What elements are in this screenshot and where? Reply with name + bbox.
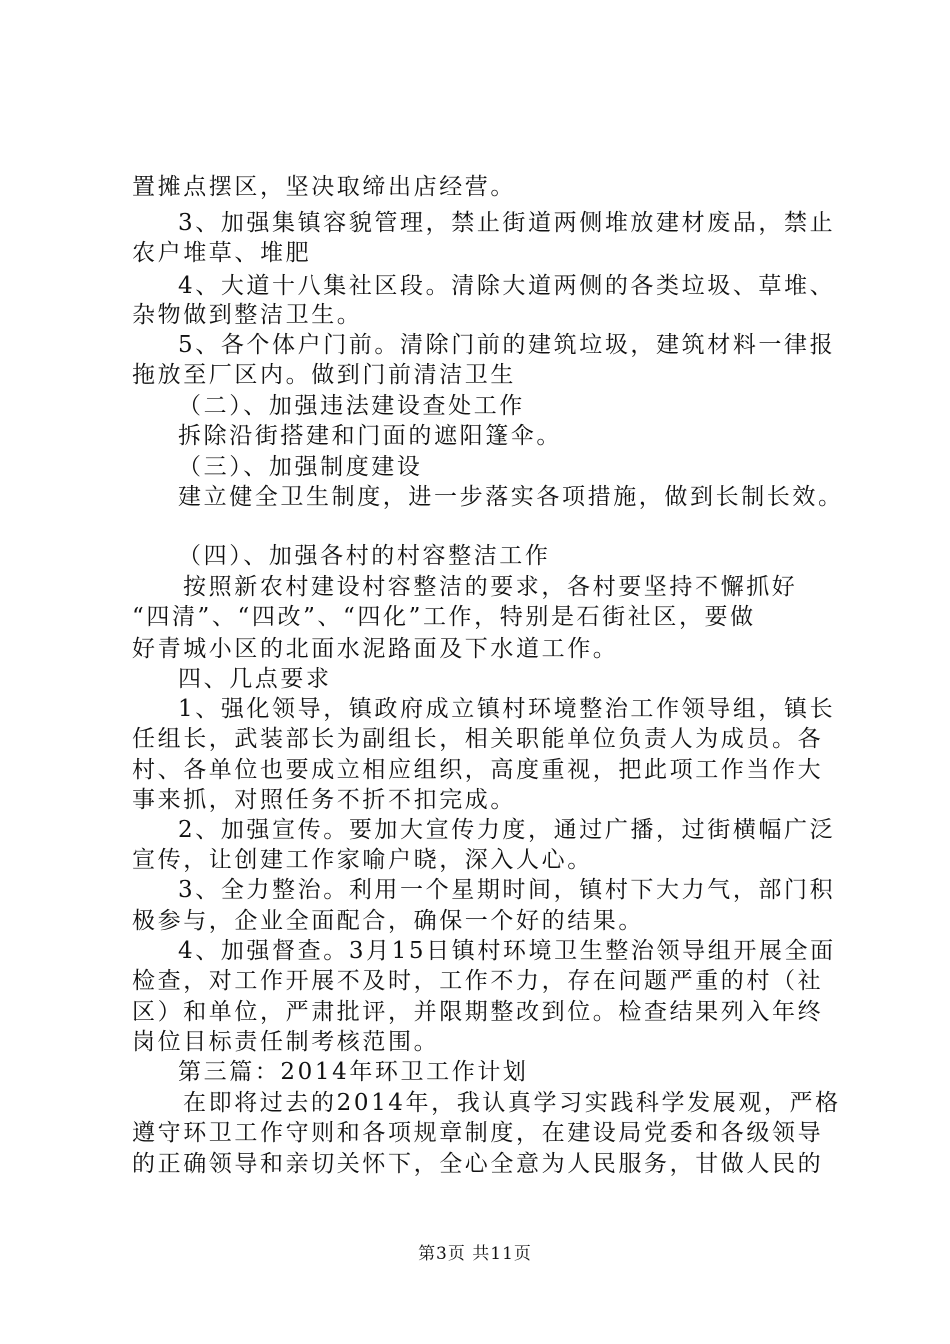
text-line-23: 3、全力整治。利用一个星期时间，镇村下大力气，部门积 bbox=[178, 877, 836, 903]
text-line-17: 1、强化领导，镇政府成立镇村环境整治工作领导组，镇长 bbox=[178, 696, 836, 722]
text-line-26: 检查，对工作开展不及时，工作不力，存在问题严重的村（社 bbox=[132, 968, 824, 994]
text-line-2: 3、加强集镇容貌管理，禁止街道两侧堆放建材废品，禁止 bbox=[178, 210, 836, 236]
text-line-24: 极参与，企业全面配合，确保一个好的结果。 bbox=[132, 908, 644, 934]
text-line-3: 农户堆草、堆肥 bbox=[132, 240, 312, 266]
text-line-5: 杂物做到整洁卫生。 bbox=[132, 302, 363, 328]
text-line-30: 在即将过去的2014年，我认真学习实践科学发展观，严格 bbox=[183, 1090, 841, 1116]
text-line-15: 好青城小区的北面水泥路面及下水道工作。 bbox=[132, 636, 619, 662]
page-number: 第3页 共11页 bbox=[418, 1244, 532, 1264]
text-line-10: （三）、加强制度建设 bbox=[178, 454, 423, 480]
text-line-29: 第三篇：2014年环卫工作计划 bbox=[178, 1059, 529, 1085]
text-line-16: 四、几点要求 bbox=[178, 666, 332, 692]
text-line-27: 区）和单位，严肃批评，并限期整改到位。检查结果列入年终 bbox=[132, 999, 824, 1025]
text-line-22: 宣传，让创建工作家喻户晓，深入人心。 bbox=[132, 847, 593, 873]
text-line-18: 任组长，武装部长为副组长，相关职能单位负责人为成员。各 bbox=[132, 726, 824, 752]
text-line-25: 4、加强督查。3月15日镇村环境卫生整治领导组开展全面 bbox=[178, 938, 836, 964]
text-line-32: 的正确领导和亲切关怀下，全心全意为人民服务，甘做人民的 bbox=[132, 1151, 824, 1177]
text-line-21: 2、加强宣传。要加大宣传力度，通过广播，过街横幅广泛 bbox=[178, 817, 836, 843]
text-line-14: “四清”、“四改”、“四化”工作，特别是石街社区，要做 bbox=[132, 604, 756, 630]
text-line-13: 按照新农村建设村容整洁的要求，各村要坚持不懈抓好 bbox=[183, 574, 798, 600]
text-line-31: 遵守环卫工作守则和各项规章制度，在建设局党委和各级领导 bbox=[132, 1120, 824, 1146]
text-line-7: 拖放至厂区内。做到门前清洁卫生 bbox=[132, 362, 516, 388]
text-line-11: 建立健全卫生制度，进一步落实各项措施，做到长制长效。 bbox=[178, 484, 844, 510]
text-line-8: （二）、加强违法建设查处工作 bbox=[178, 393, 525, 419]
text-line-1: 置摊点摆区，坚决取缔出店经营。 bbox=[132, 174, 516, 200]
text-line-6: 5、各个体户门前。清除门前的建筑垃圾，建筑材料一律报 bbox=[178, 332, 836, 358]
text-line-20: 事来抓，对照任务不折不扣完成。 bbox=[132, 787, 516, 813]
text-line-12: （四）、加强各村的村容整洁工作 bbox=[178, 543, 551, 569]
text-line-19: 村、各单位也要成立相应组织，高度重视，把此项工作当作大 bbox=[132, 757, 824, 783]
text-line-4: 4、大道十八集社区段。清除大道两侧的各类垃圾、草堆、 bbox=[178, 273, 836, 299]
text-line-9: 拆除沿街搭建和门面的遮阳篷伞。 bbox=[178, 423, 562, 449]
text-line-28: 岗位目标责任制考核范围。 bbox=[132, 1029, 440, 1055]
